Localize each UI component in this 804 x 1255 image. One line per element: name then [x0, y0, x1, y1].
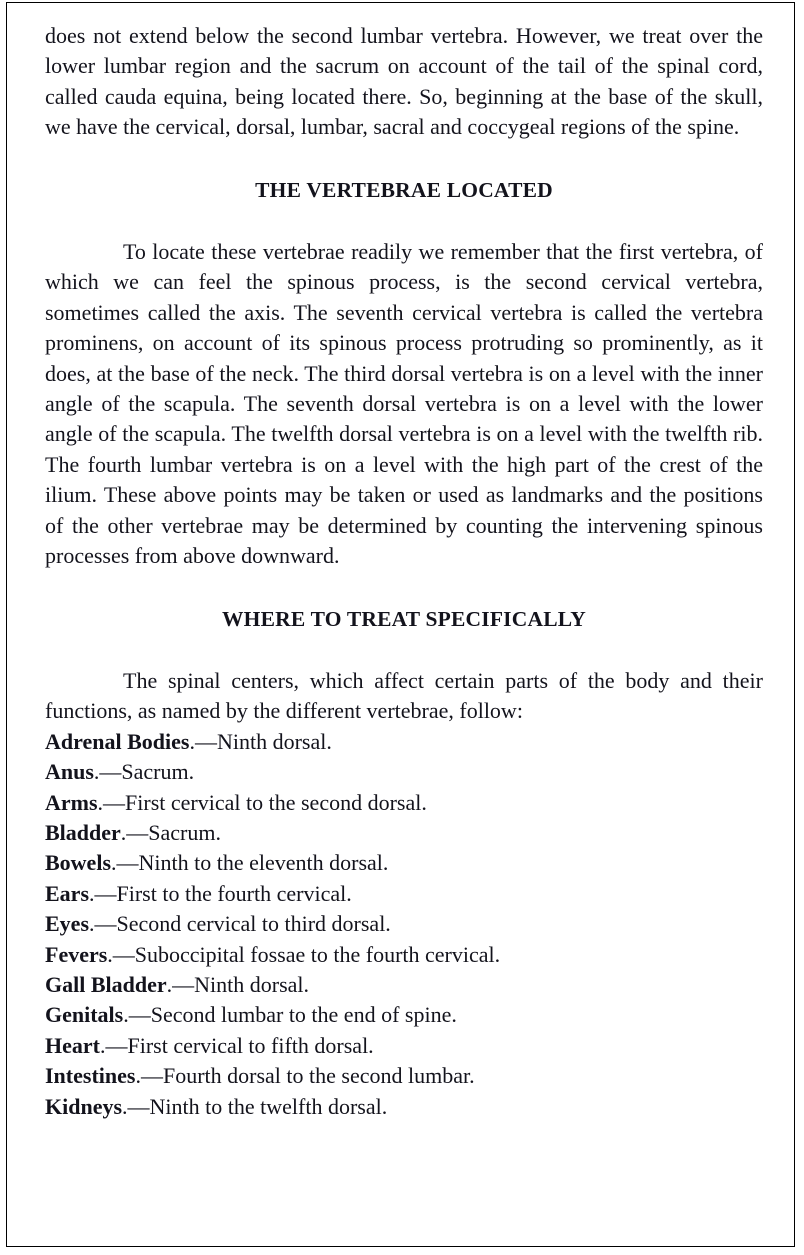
- spacer: [45, 572, 763, 604]
- definition-separator: .—: [89, 911, 117, 937]
- definition-list-item: [45, 940, 763, 970]
- definition-description: Ninth to the twelfth dorsal.: [149, 1093, 388, 1119]
- definition-separator: .—: [111, 850, 139, 876]
- definition-description: First to the fourth cervical.: [116, 880, 352, 906]
- definition-description: First cervical to the second dorsal.: [125, 789, 427, 815]
- definition-term: Fevers: [45, 941, 108, 967]
- definition-term: Bladder: [45, 819, 121, 845]
- definition-term: Adrenal Bodies: [45, 728, 190, 754]
- definition-term: Genitals: [45, 1002, 124, 1028]
- definition-description: Suboccipital fossae to the fourth cervical.: [134, 941, 501, 967]
- definition-list-item: [45, 970, 763, 1000]
- paragraph-vertebrae-located: To locate these vertebrae readily we remember that the first vertebra, of which we can feel the spinous process, is the second cervical vertebra, sometimes called the axis. The seventh cervical vertebra is called the vertebra prominens, on account of its spinous process protruding so prominently, as it does, at the base of the neck. The third dorsal vertebra is on a level with the inner angle of the scapula. The seventh dorsal vertebra is on a level with the lower angle of the scapula. The twelfth dorsal vertebra is on a level with the twelfth rib. The fourth lumbar vertebra is on a level with the high part of the crest of the ilium. These above points may be taken or used as landmarks and the positions of the other vertebrae may be determined by counting the intervening spinous processes from above downward.: [45, 239, 763, 569]
- page-border-frame: [6, 2, 795, 1247]
- spacer: [45, 143, 763, 175]
- definition-separator: .—: [189, 728, 217, 754]
- definition-list-item: [45, 818, 763, 848]
- definition-description: Sacrum.: [121, 759, 195, 785]
- definition-term: Kidneys: [45, 1093, 123, 1119]
- definition-list-item: [45, 727, 763, 757]
- definition-term: Ears: [45, 880, 89, 906]
- page-content: [45, 21, 763, 1122]
- definition-separator: .—: [89, 880, 117, 906]
- definition-description: Fourth dorsal to the second lumbar.: [162, 1063, 475, 1089]
- definition-term: Arms: [45, 789, 98, 815]
- definition-term: Heart: [45, 1032, 100, 1058]
- definition-separator: .—: [93, 759, 122, 785]
- definition-list-item: [45, 848, 763, 878]
- definition-list-item: [45, 1031, 763, 1061]
- definition-separator: .—: [99, 1032, 128, 1058]
- definition-separator: .—: [123, 1002, 151, 1028]
- definition-separator: .—: [107, 941, 135, 967]
- definition-separator: .—: [166, 971, 195, 997]
- spinal-centers-definition-list: [45, 727, 763, 1122]
- definition-list-item: [45, 1000, 763, 1030]
- definition-separator: .—: [122, 1093, 150, 1119]
- definition-description: Ninth dorsal.: [194, 971, 310, 997]
- definition-list-item: [45, 1092, 763, 1122]
- definition-term: Gall Bladder: [45, 971, 167, 997]
- definition-term: Anus: [45, 759, 94, 785]
- spacer: [45, 205, 763, 237]
- paragraph-spinal-centers: The spinal centers, which affect certain parts of the body and their functions, as named by the different vertebrae, follow:: [45, 667, 763, 724]
- definition-description: Second lumbar to the end of spine.: [150, 1002, 457, 1028]
- heading-vertebrae-located: THE VERTEBRAE LOCATED: [255, 177, 553, 202]
- definition-separator: .—: [135, 1063, 163, 1089]
- definition-list-item: [45, 757, 763, 787]
- definition-description: Sacrum.: [148, 819, 221, 845]
- definition-list-item: [45, 879, 763, 909]
- definition-description: Ninth to the eleventh dorsal.: [138, 850, 389, 876]
- spacer: [45, 634, 763, 666]
- definition-description: Ninth dorsal.: [216, 728, 332, 754]
- definition-term: Bowels: [45, 850, 111, 876]
- definition-list-item: [45, 1061, 763, 1091]
- definition-separator: .—: [97, 789, 126, 815]
- definition-term: Intestines: [45, 1063, 136, 1089]
- definition-list-item: [45, 788, 763, 818]
- paragraph-intro: does not extend below the second lumbar vertebra. However, we treat over the lower lumbar region and the sacrum on account of the tail of the spinal cord, called cauda equina, being located there. So, beginning at the base of the skull, we have the cervical, dorsal, lumbar, sacral and coccygeal regions of the spine.: [45, 23, 763, 140]
- definition-term: Eyes: [45, 911, 89, 937]
- definition-separator: .—: [120, 819, 149, 845]
- definition-list-item: [45, 909, 763, 939]
- heading-where-to-treat-specifically: WHERE TO TREAT SPECIFICALLY: [221, 606, 587, 631]
- definition-description: First cervical to fifth dorsal.: [127, 1032, 374, 1058]
- definition-description: Second cervical to third dorsal.: [116, 911, 391, 937]
